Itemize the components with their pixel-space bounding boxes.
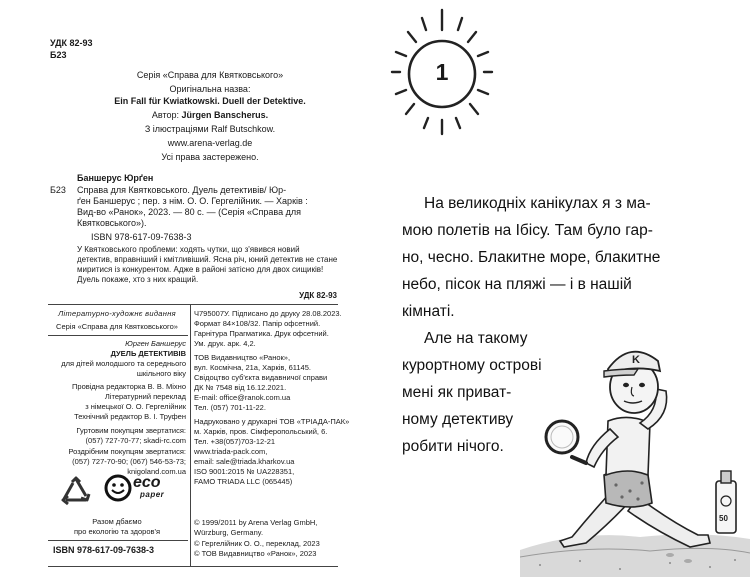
- credit-line: з німецької О. О. Гергелійник: [85, 402, 186, 411]
- eco-logo-sub: paper: [140, 490, 165, 499]
- copyright-line: © Гергелійник О. О., переклад, 2023: [194, 539, 320, 548]
- story-line: робити нічого.: [402, 438, 504, 455]
- detective-boy-illustration: [520, 325, 750, 577]
- recycle-icon: [56, 476, 96, 512]
- story-line: кімнаті.: [402, 303, 455, 320]
- credit-line: Провідна редакторка В. В. Міхно: [72, 382, 186, 391]
- publisher-line: Свідоцтво суб'єкта видавничої справи: [194, 373, 328, 382]
- website-line: www.arena-verlag.de: [167, 138, 253, 148]
- copyright-line: © 1999/2011 by Arena Verlag GmbH,: [194, 518, 318, 527]
- publisher-line: Тел. (057) 701-11-22.: [194, 403, 266, 412]
- publisher-line: вул. Космічна, 21а, Харків, 61145.: [194, 363, 311, 372]
- bottle-label: 50: [719, 514, 728, 523]
- author-name: Jürgen Banscherus.: [181, 110, 269, 120]
- author-line: [60, 110, 360, 121]
- catalog-code: Б23: [50, 185, 66, 195]
- story-line: мені як приват-: [402, 384, 512, 401]
- print-info-line: Формат 84×108/32. Папір офсетний.: [194, 319, 321, 328]
- catalog-author: Баншерус Юрґен: [77, 173, 154, 183]
- printer-line: Надруковано у друкарні ТОВ «ТРІАДА-ПАК»: [194, 417, 350, 426]
- story-line: но, чесно. Блакитне море, блакитне: [402, 249, 661, 266]
- retail-label: Роздрібним покупцям звертатися:: [68, 447, 186, 456]
- retail-site: knigoland.com.ua: [127, 467, 186, 476]
- wholesale-phone: (057) 727-70-77; skadi-rc.com: [85, 436, 186, 445]
- catalog-line: ґен Баншерус ; пер. з нім. О. О. Гергелійник. — Харків :: [77, 196, 308, 206]
- rights-line: Усі права застережено.: [161, 152, 259, 162]
- story-line: небо, пісок на пляжі — і в нашій: [402, 276, 632, 293]
- imprint-divider: [190, 304, 191, 566]
- retail-phone: (057) 727-70-90; (067) 546-53-73;: [72, 457, 186, 466]
- bbk-code-top: Б23: [50, 50, 67, 60]
- series-line: Серія «Справа для Квятковського»: [136, 70, 284, 80]
- eco-smiley-icon: [104, 474, 132, 502]
- printer-line: ISO 9001:2015 № UA228351,: [194, 467, 295, 476]
- catalog-line: Вид-во «Ранок», 2023. — 80 с. — (Серія «Справа для: [77, 207, 301, 217]
- isbn-bottom: ISBN 978-617-09-7638-3: [53, 545, 155, 555]
- print-info-line: Гарнітура Прагматика. Друк офсетний.: [194, 329, 329, 338]
- publisher-line: ДК № 7548 від 16.12.2021.: [194, 383, 287, 392]
- genre-line: Літературно-художнє видання: [58, 309, 176, 318]
- audience-line: шкільного віку: [136, 369, 186, 378]
- publisher-line: ТОВ Видавництво «Ранок»,: [194, 353, 291, 362]
- eco-logo-word: eco: [133, 474, 161, 491]
- imprint-rule: [48, 540, 188, 541]
- series-small: Серія «Справа для Квятковського»: [56, 322, 178, 331]
- eco-slogan-line: Разом дбаємо: [92, 517, 142, 526]
- udk-code-top: УДК 82-93: [50, 38, 93, 48]
- original-title: Ein Fall für Kwiatkowski. Duell der Detektive.: [114, 96, 306, 106]
- original-title-label: Оригінальна назва:: [169, 84, 251, 94]
- credit-line: Технічний редактор В. І. Труфен: [74, 412, 186, 421]
- illustrations-line: З ілюстраціями Ralf Butschkow.: [144, 124, 276, 134]
- story-line: ному детективу: [402, 411, 514, 428]
- imprint-rule: [48, 335, 188, 336]
- author-small: Юрген Баншерус: [125, 339, 186, 348]
- catalog-isbn: ISBN 978-617-09-7638-3: [91, 232, 192, 242]
- chapter-number: 1: [435, 59, 449, 85]
- imprint-top-rule: [48, 304, 338, 305]
- story-line: На великодніх канікулах я з ма-: [424, 195, 651, 212]
- wholesale-label: Гуртовим покупцям звертатися:: [76, 426, 186, 435]
- annotation-line: миритися із конкурентом. Адже в районі затісно для двох сищиків!: [77, 265, 324, 274]
- catalog-line: Справа для Квятковського. Дуель детективів/ Юр-: [77, 185, 287, 195]
- copyright-line: Würzburg, Germany.: [194, 528, 264, 537]
- annotation-line: У Квятковського проблеми: ходять чутки, що з'явився новий: [77, 245, 300, 254]
- eco-slogan-line: про екологію та здоров'я: [73, 527, 161, 536]
- copyright-line: © ТОВ Видавництво «Ранок», 2023: [194, 549, 317, 558]
- printer-line: Тел. +38(057)703-12-21: [194, 437, 276, 446]
- udk-code-bottom: УДК 82-93: [299, 291, 337, 300]
- printer-email[interactable]: email: sale@triada.kharkov.ua: [194, 457, 295, 466]
- publisher-email[interactable]: E-mail: office@ranok.com.ua: [194, 393, 291, 402]
- catalog-line: Квятковського»).: [77, 218, 147, 228]
- cap-letter: K: [632, 354, 640, 366]
- story-line: Але на такому: [424, 330, 528, 347]
- story-line: мою полетів на Ібісу. Там було гар-: [402, 222, 653, 239]
- print-info-line: Ч795007У. Підписано до друку 28.08.2023.: [194, 309, 342, 318]
- imprint-bottom-rule: [48, 566, 338, 567]
- annotation-line: Дуель покаже, хто з них кращий.: [77, 275, 199, 284]
- printer-line: FAMO TRIADA LLC (065445): [194, 477, 293, 486]
- author-label: Автор:: [151, 110, 180, 120]
- printer-website[interactable]: www.triada-pack.com,: [194, 447, 268, 456]
- printer-line: м. Харків, пров. Сімферопольський, 6.: [194, 427, 328, 436]
- title-small: ДУЕЛЬ ДЕТЕКТИВІВ: [110, 349, 186, 358]
- credit-line: Літературний переклад: [104, 392, 186, 401]
- audience-line: для дітей молодшого та середнього: [61, 359, 186, 368]
- print-info-line: Ум. друк. арк. 4,2.: [194, 339, 256, 348]
- annotation-line: детектив, вправніший і кмітливіший. Ясна річ, юний детектив не стане: [77, 255, 338, 264]
- story-line: курортному острові: [402, 357, 542, 374]
